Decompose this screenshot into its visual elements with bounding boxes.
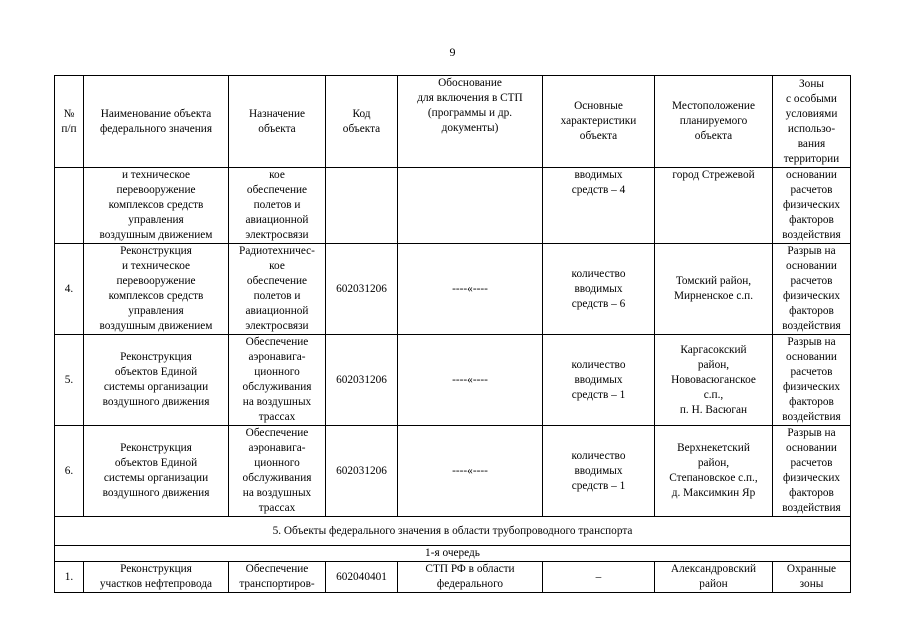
cell-location: Александровский район [670, 563, 757, 590]
cell-location: Верхнекетский район, Степановское с.п., д. Максимкин Яр [669, 442, 758, 499]
cell-location: город Стрежевой [672, 169, 755, 181]
cell-basis: ----«---- [452, 373, 488, 386]
cell-number: 6. [64, 464, 74, 477]
cell-basis: СТП РФ в области федерального [425, 563, 515, 590]
cell-code: 602031206 [336, 464, 387, 477]
table-row-continuation [55, 168, 851, 244]
cell-code: 602031206 [336, 282, 387, 295]
cell-object-name: Реконструкция участков нефтепровода [99, 563, 213, 590]
cell-location: Каргасокский район, Нововасюганское с.п., п. Н. Васюган [671, 343, 756, 416]
header-cell-number: № п/п [61, 107, 77, 135]
queue-row [55, 546, 851, 562]
cell-purpose: Обеспечение транспортиров- [239, 563, 315, 590]
cell-code: 602031206 [336, 373, 387, 386]
cell-characteristics: количество вводимых средств – 1 [571, 358, 626, 401]
cell-code: 602040401 [336, 570, 387, 583]
header-cell-characteristics: Основные характеристики объекта [560, 100, 637, 142]
header-cell-location: Местоположение планируемого объекта [672, 100, 755, 142]
cell-zones: основании расчетов физических факторов воздействия [782, 169, 841, 241]
cell-characteristics: количество вводимых средств – 6 [571, 267, 626, 310]
cell-number: 1. [64, 570, 74, 583]
cell-basis: ----«---- [452, 282, 488, 295]
cell-characteristics: – [595, 570, 602, 583]
cell-object-name: Реконструкция объектов Единой системы организации воздушного движения [102, 351, 210, 408]
cell-number: 5. [64, 373, 74, 386]
page-number: 9 [449, 45, 456, 59]
cell-zones: Разрыв на основании расчетов физических факторов воздействия [782, 336, 841, 423]
cell-object-name: Реконструкция объектов Единой системы организации воздушного движения [102, 442, 210, 499]
header-cell-name: Наименование объекта федерального значения [99, 107, 213, 135]
cell-location: Томский район, Мирненское с.п. [673, 275, 754, 302]
table-row [55, 335, 851, 426]
cell-object-name: Реконструкция и техническое перевооружение комплексов средств управления воздушным движением [99, 245, 213, 332]
cell-characteristics: количество вводимых средств – 1 [571, 449, 626, 492]
cell-purpose: Обеспечение аэронавига- ционного обслуживания на воздушных трассах [242, 336, 312, 423]
cell-characteristics: вводимых средств – 4 [571, 169, 626, 196]
cell-purpose: Радиотехничес- кое обеспечение полетов и авиационной электросвязи [239, 245, 315, 332]
section-row [55, 517, 851, 546]
cell-purpose: Обеспечение аэронавига- ционного обслуживания на воздушных трассах [242, 427, 312, 514]
header-cell-code: Код объекта [342, 107, 381, 135]
cell-purpose: кое обеспечение полетов и авиационной электросвязи [245, 169, 309, 241]
section-title: 5. Объекты федерального значения в области трубопроводного транспорта [272, 524, 633, 537]
cell-number: 4. [64, 282, 74, 295]
queue-title: 1-я очередь [425, 547, 480, 559]
federal-objects-table [54, 75, 851, 593]
table-row [55, 562, 851, 593]
cell-zones: Охранные зоны [786, 563, 837, 590]
cell-zones: Разрыв на основании расчетов физических факторов воздействия [782, 245, 841, 332]
cell-basis: ----«---- [452, 464, 488, 477]
table-row [55, 426, 851, 517]
table-row [55, 244, 851, 335]
header-cell-basis: Обоснование для включения в СТП (программы и др. документы) [417, 77, 523, 134]
header-row [55, 76, 851, 168]
header-cell-zones: Зоны с особыми условиями использо- вания территории [783, 77, 840, 165]
header-cell-purpose: Назначение объекта [248, 107, 306, 135]
cell-object-name: и техническое перевооружение комплексов средств управления воздушным движением [99, 169, 213, 241]
cell-zones: Разрыв на основании расчетов физических факторов воздействия [782, 427, 841, 514]
